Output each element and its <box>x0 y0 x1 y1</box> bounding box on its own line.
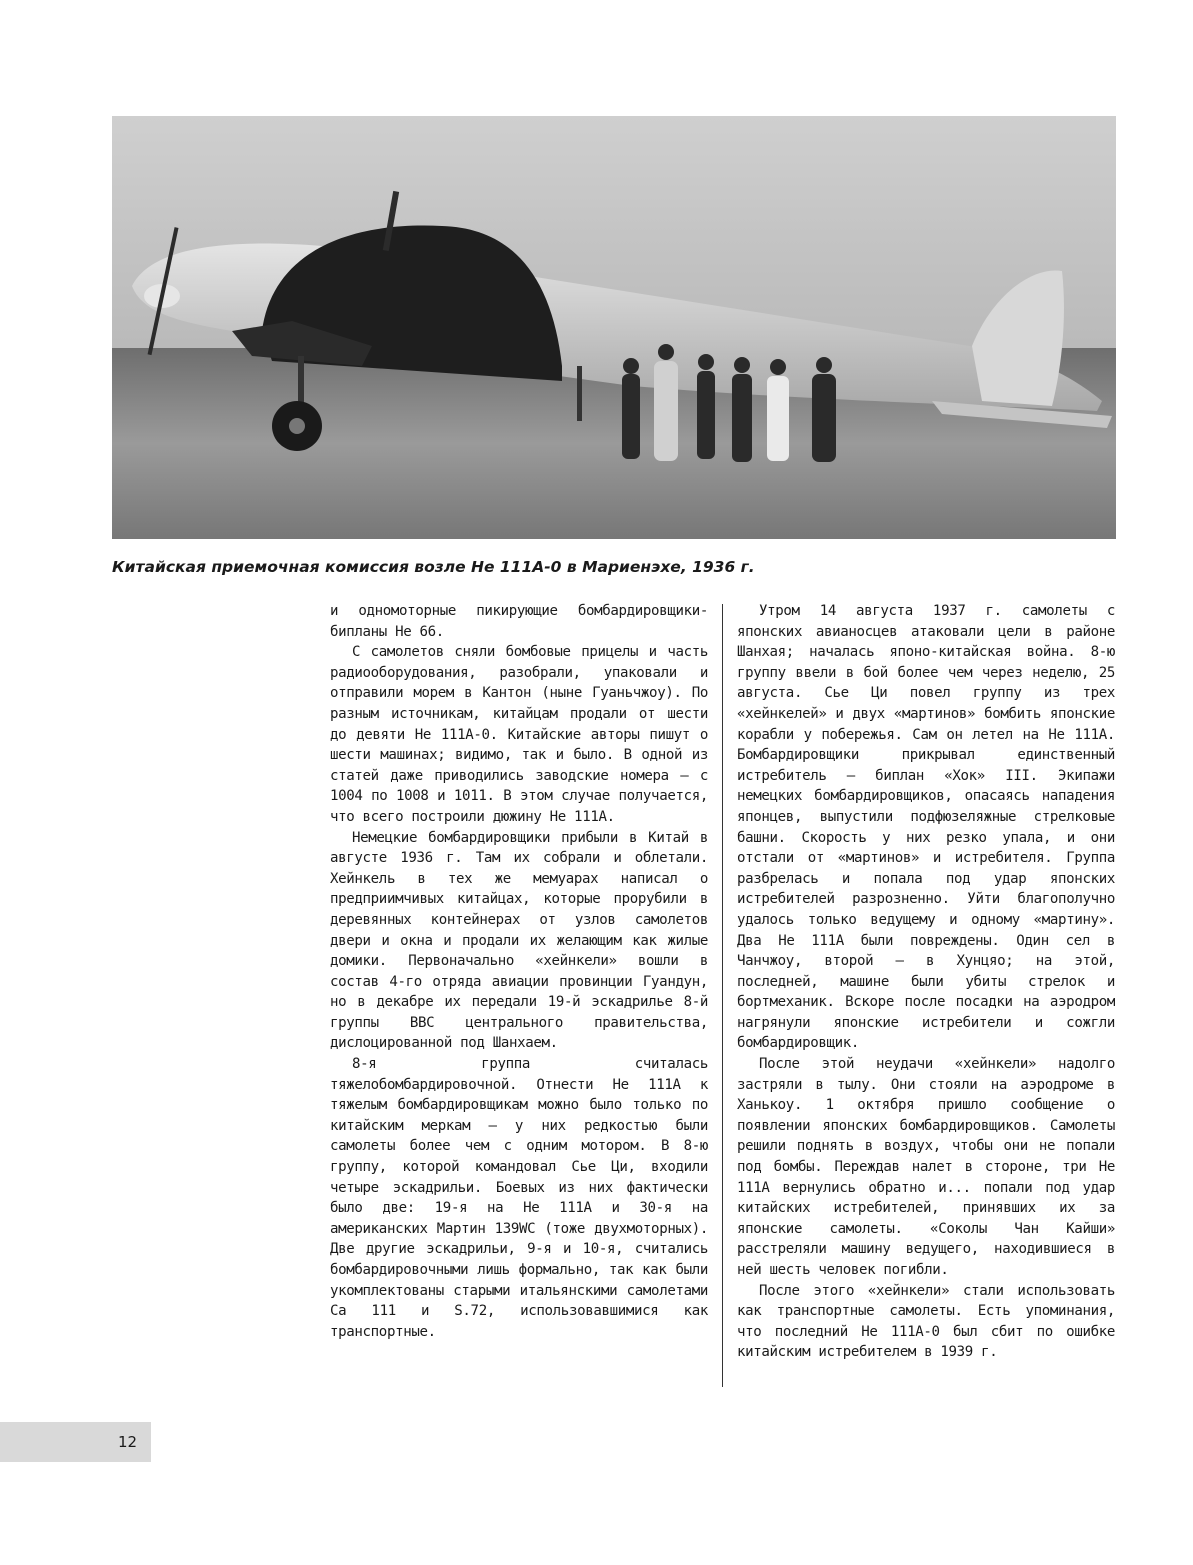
paragraph: 8-я группа считалась тяжелобомбардировочной. Отнести He 111A к тяжелым бомбардировщикам можно было только по китайским меркам — у них редкостью были самолеты более чем с одним мотором. В 8-ю группу, которой командовал Сье Ци, входили четыре эскадрильи. Боевых из них фактически было две: 19-я на He 111A и 30-я на американских Мартин 139WC (тоже двухмоторных). Две другие эскадрильи, 9-я и 10-я, считались бомбардировочными лишь формально, так как были укомплектованы старыми итальянскими самолетами Ca 111 и S.72, использовавшимися как транспортные. <box>330 1056 708 1340</box>
paragraph: После этой неудачи «хейнкели» надолго застряли в тылу. Они стояли на аэродроме в Ханькоу. 1 октября пришло сообщение о появлении японских бомбардировщиков. Самолеты решили поднять в воздух, чтобы они не попали под бомбы. Переждав налет в стороне, три He 111A вернулись обратно и... попали под удар китайских истребителей, принявших их за японские самолеты. «Соколы Чан Кайши» расстреляли машину ведущего, находившиеся в ней шесть человек погибли. <box>737 1056 1115 1278</box>
paragraph: После этого «хейнкели» стали использовать как транспортные самолеты. Есть упоминания, что последний He 111A-0 был сбит по ошибке китайским истребителем в 1939 г. <box>737 1282 1115 1361</box>
column-divider <box>722 604 723 1387</box>
figure-caption: Китайская приемочная комиссия возле He 111A-0 в Мариенэхе, 1936 г. <box>112 558 755 576</box>
paragraph: Утром 14 августа 1937 г. самолеты с японских авианосцев атаковали цели в районе Шанхая; началась японо-китайская война. 8-ю группу ввели в бой более чем через неделю, 25 августа. Сье Ци повел группу из трех «хейнкелей» и двух «мартинов» бомбить японские корабли у побережья. Сам он летел на He 111A. Бомбардировщики прикрывал единственный истребитель — биплан «Хок» III. Экипажи немецких бомбардировщиков, опасаясь нападения японцев, выпустили подфюзеляжные стрелковые башни. Скорость у них резко упала, и они отстали от «мартинов» и истребителя. Группа разбрелась и попала под удар японских истребителей разрозненно. Уйти благополучно удалось только ведущему и одному «мартину». Два He 111A были повреждены. Один сел в Чанчжоу, второй — в Хунцяо; на этой, последней, машине были убиты стрелок и бортмеханик. Вскоре после посадки на аэродром нагрянули японские истребители и сожгли бомбардировщик. <box>737 603 1115 1052</box>
paragraph: С самолетов сняли бомбовые прицелы и часть радиооборудования, разобрали, упаковали и отправили морем в Кантон (ныне Гуаньчжоу). По разным источникам, китайцам продали от шести до девяти He 111A-0. Китайские авторы пишут о шести машинах; видимо, так и было. В одной из статей даже приводились заводские номера — с 1004 по 1008 и 1011. В этом случае получается, что всего построили дюжину He 111A. <box>330 644 708 825</box>
paragraph: Немецкие бомбардировщики прибыли в Китай в августе 1936 г. Там их собрали и облетали. Хейнкель в тех же мемуарах написал о предприимчивых китайцах, которые прорубили в деревянных контейнерах от узлов самолетов двери и окна и продали их желающим как жилые домики. Первоначально «хейнкели» вошли в состав 4-го отряда авиации провинции Гуандун, но в декабре их передали 19-й эскадрилье 8-й группы ВВС центрального правительства, дислоцированной под Шанхаем. <box>330 829 708 1052</box>
page-number: 12 <box>118 1433 138 1451</box>
aircraft-illustration <box>112 116 1116 539</box>
left-text-column <box>330 601 708 1342</box>
right-text-column <box>737 601 1115 1363</box>
aircraft-photo <box>112 116 1116 539</box>
paragraph: и одномоторные пикирующие бомбардировщики-бипланы He 66. <box>330 603 708 640</box>
